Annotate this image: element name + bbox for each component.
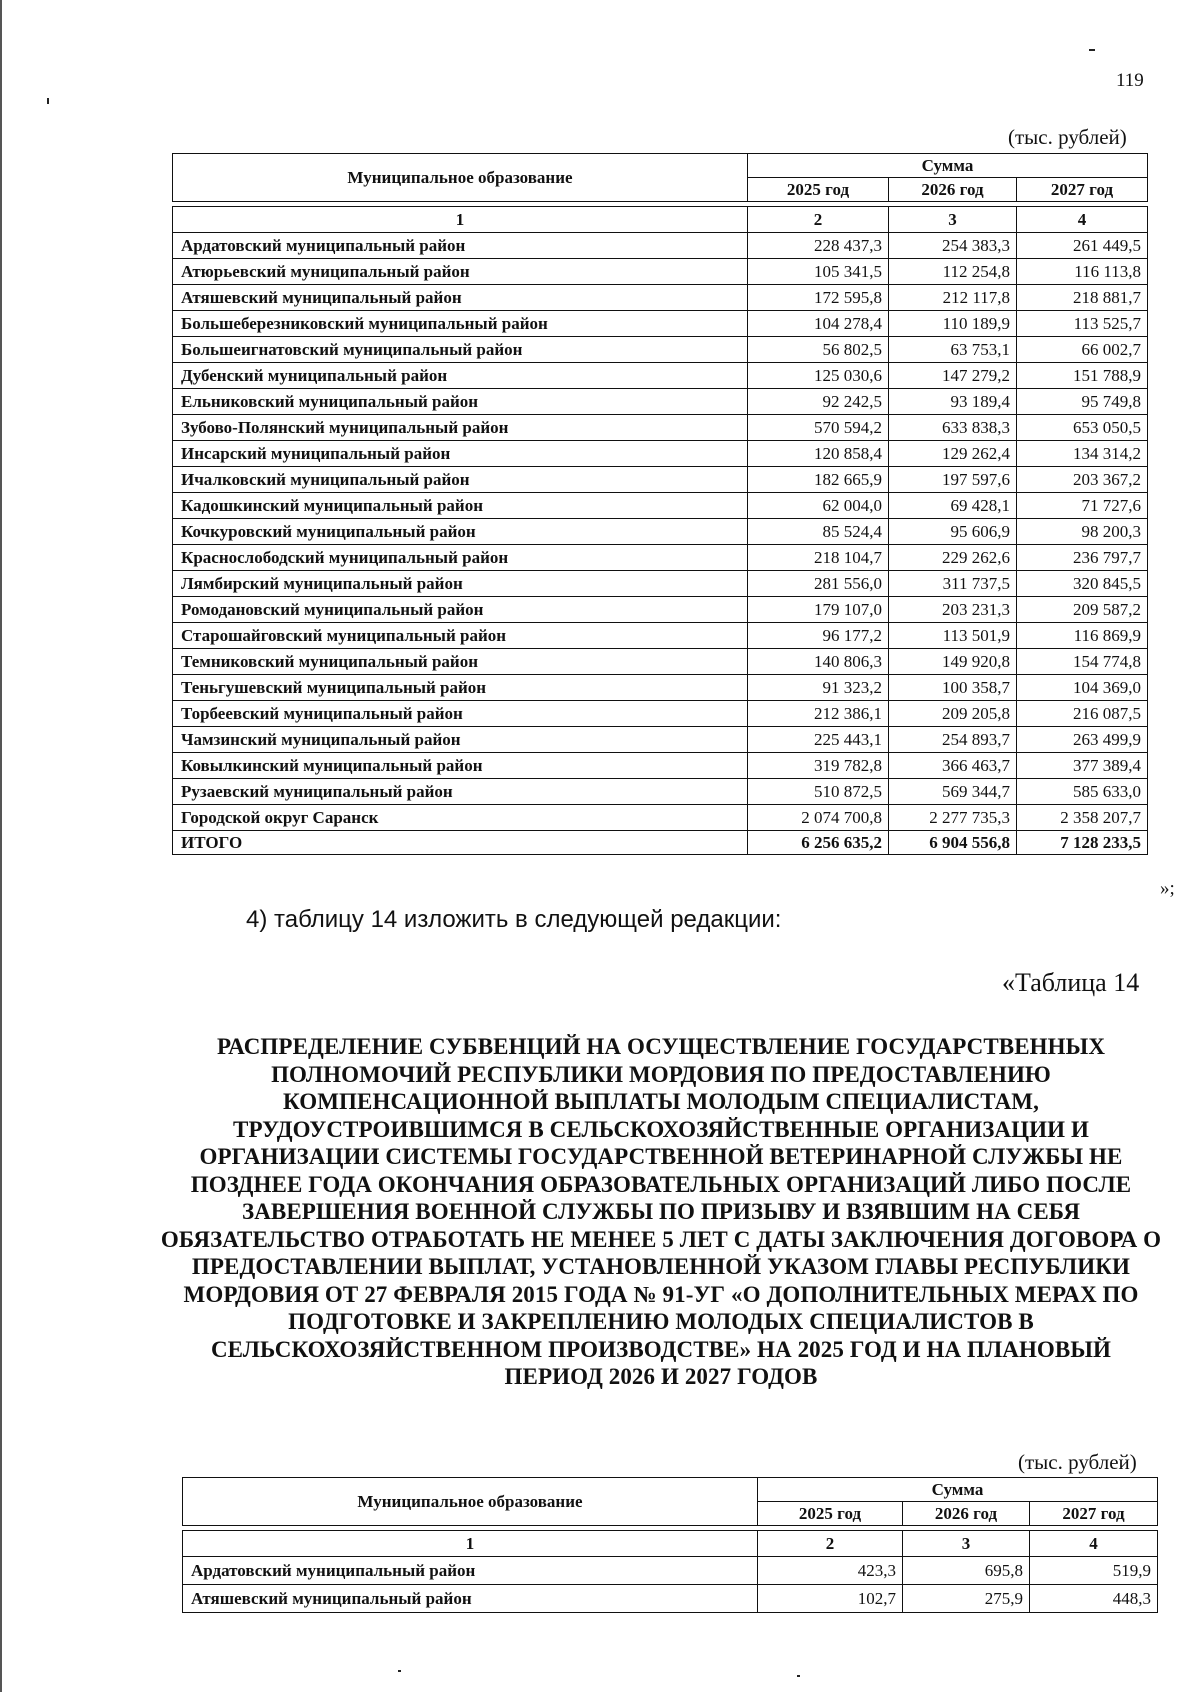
column-index: 4: [1017, 207, 1148, 233]
value-2027: 585 633,0: [1017, 779, 1148, 805]
value-2027: 104 369,0: [1017, 675, 1148, 701]
value-2025: 281 556,0: [748, 571, 889, 597]
municipality-name: Чамзинский муниципальный район: [173, 727, 748, 753]
column-header-year: 2026 год: [903, 1502, 1030, 1526]
municipality-name: Темниковский муниципальный район: [173, 649, 748, 675]
table-row: [183, 1585, 1158, 1613]
value-2025: 96 177,2: [748, 623, 889, 649]
municipality-name: Зубово-Полянский муниципальный район: [173, 415, 748, 441]
value-2027: 203 367,2: [1017, 467, 1148, 493]
table-row: [173, 493, 1148, 519]
value-2027: 216 087,5: [1017, 701, 1148, 727]
municipality-name: Теньгушевский муниципальный район: [173, 675, 748, 701]
value-2025: 2 074 700,8: [748, 805, 889, 831]
value-2025: 423,3: [758, 1557, 903, 1585]
subvention-table-a: [172, 153, 1148, 855]
column-index: 3: [889, 207, 1017, 233]
value-2026: 633 838,3: [889, 415, 1017, 441]
value-2025: 125 030,6: [748, 363, 889, 389]
table-row: [173, 623, 1148, 649]
total-row: [173, 831, 1148, 855]
municipality-name: Лямбирский муниципальный район: [173, 571, 748, 597]
value-2025: 182 665,9: [748, 467, 889, 493]
table-row: [173, 571, 1148, 597]
value-2027: 66 002,7: [1017, 337, 1148, 363]
value-2026: 95 606,9: [889, 519, 1017, 545]
value-2025: 218 104,7: [748, 545, 889, 571]
municipality-name: Атюрьевский муниципальный район: [173, 259, 748, 285]
municipality-name: Торбеевский муниципальный район: [173, 701, 748, 727]
table-row: [173, 597, 1148, 623]
scan-speck: [398, 1670, 401, 1672]
value-2026: 112 254,8: [889, 259, 1017, 285]
scan-speck: [797, 1675, 800, 1677]
closing-mark: »;: [1160, 878, 1175, 899]
value-2027: 236 797,7: [1017, 545, 1148, 571]
value-2026: 69 428,1: [889, 493, 1017, 519]
value-2025: 570 594,2: [748, 415, 889, 441]
column-index: 1: [183, 1531, 758, 1557]
municipality-name: Ичалковский муниципальный район: [173, 467, 748, 493]
table-row: [173, 285, 1148, 311]
value-2026: 569 344,7: [889, 779, 1017, 805]
column-header-sum: Сумма: [748, 154, 1148, 178]
column-index: 3: [903, 1531, 1030, 1557]
municipality-name: Старошайговский муниципальный район: [173, 623, 748, 649]
value-2025: 62 004,0: [748, 493, 889, 519]
municipality-name: Краснослободский муниципальный район: [173, 545, 748, 571]
column-index: 4: [1030, 1531, 1158, 1557]
value-2026: 63 753,1: [889, 337, 1017, 363]
table-row: [173, 441, 1148, 467]
value-2025: 120 858,4: [748, 441, 889, 467]
value-2025: 105 341,5: [748, 259, 889, 285]
municipality-name: Ельниковский муниципальный район: [173, 389, 748, 415]
value-2026: 203 231,3: [889, 597, 1017, 623]
table-row: [183, 1557, 1158, 1585]
value-2027: 116 869,9: [1017, 623, 1148, 649]
value-2026: 311 737,5: [889, 571, 1017, 597]
units-label: (тыс. рублей): [1008, 125, 1127, 149]
column-index: 2: [748, 207, 889, 233]
value-2025: 228 437,3: [748, 233, 889, 259]
table-row: [173, 727, 1148, 753]
table-row: [173, 363, 1148, 389]
column-header-municipality: Муниципальное образование: [173, 154, 748, 202]
value-2027: 116 113,8: [1017, 259, 1148, 285]
value-2026: 129 262,4: [889, 441, 1017, 467]
column-header-year: 2025 год: [758, 1502, 903, 1526]
scan-edge-line: [0, 0, 2, 1692]
column-header-sum: Сумма: [758, 1478, 1158, 1502]
municipality-name: Атяшевский муниципальный район: [183, 1585, 758, 1613]
column-header-year: 2025 год: [748, 178, 889, 202]
value-2026: 197 597,6: [889, 467, 1017, 493]
value-2025: 91 323,2: [748, 675, 889, 701]
table-row: [173, 545, 1148, 571]
value-2026: 254 383,3: [889, 233, 1017, 259]
value-2027: 151 788,9: [1017, 363, 1148, 389]
value-2027: 134 314,2: [1017, 441, 1148, 467]
value-2026: 229 262,6: [889, 545, 1017, 571]
value-2025: 56 802,5: [748, 337, 889, 363]
table-row: [173, 389, 1148, 415]
municipality-name: Городской округ Саранск: [173, 805, 748, 831]
value-2025: 140 806,3: [748, 649, 889, 675]
value-2027: 653 050,5: [1017, 415, 1148, 441]
column-header-year: 2027 год: [1017, 178, 1148, 202]
value-2027: 320 845,5: [1017, 571, 1148, 597]
table-row: [173, 649, 1148, 675]
municipality-name: Ковылкинский муниципальный район: [173, 753, 748, 779]
value-2027: 377 389,4: [1017, 753, 1148, 779]
column-header-year: 2027 год: [1030, 1502, 1158, 1526]
table-row: [173, 805, 1148, 831]
municipality-name: Рузаевский муниципальный район: [173, 779, 748, 805]
municipality-name: Ардатовский муниципальный район: [183, 1557, 758, 1585]
municipality-name: Атяшевский муниципальный район: [173, 285, 748, 311]
value-2027: 71 727,6: [1017, 493, 1148, 519]
table-row: [173, 415, 1148, 441]
value-2025: 104 278,4: [748, 311, 889, 337]
section-title: РАСПРЕДЕЛЕНИЕ СУБВЕНЦИЙ НА ОСУЩЕСТВЛЕНИЕ ГОСУДАРСТВЕННЫХ ПОЛНОМОЧИЙ РЕСПУБЛИКИ МОРДОВИЯ ПО ПРЕДОСТАВЛЕНИЮ КОМПЕНСАЦИОННОЙ ВЫПЛАТЫ МОЛОДЫМ СПЕЦИАЛИСТАМ, ТРУДОУСТРОИВШИМСЯ В СЕЛЬСКОХОЗЯЙСТВЕННЫЕ ОРГАНИЗАЦИИ И ОРГАНИЗАЦИИ СИСТЕМЫ ГОСУДАРСТВЕННОЙ ВЕТЕРИНАРНОЙ СЛУЖБЫ НЕ ПОЗДНЕЕ ГОДА ОКОНЧАНИЯ ОБРАЗОВАТЕЛЬНЫХ ОРГАНИЗАЦИЙ ЛИБО ПОСЛЕ ЗАВЕРШЕНИЯ ВОЕННОЙ СЛУЖБЫ ПО ПРИЗЫВУ И ВЗЯВШИМ НА СЕБЯ ОБЯЗАТЕЛЬСТВО ОТРАБОТАТЬ НЕ МЕНЕЕ 5 ЛЕТ С ДАТЫ ЗАКЛЮЧЕНИЯ ДОГОВОРА О ПРЕДОСТАВЛЕНИИ ВЫПЛАТ, УСТАНОВЛЕННОЙ УКАЗОМ ГЛАВЫ РЕСПУБЛИКИ МОРДОВИЯ ОТ 27 ФЕВРАЛЯ 2015 ГОДА № 91-УГ «О ДОПОЛНИТЕЛЬНЫХ МЕРАХ ПО ПОДГОТОВКЕ И ЗАКРЕПЛЕНИЮ МОЛОДЫХ СПЕЦИАЛИСТОВ В СЕЛЬСКОХОЗЯЙСТВЕННОМ ПРОИЗВОДСТВЕ» НА 2025 ГОД И НА ПЛАНОВЫЙ ПЕРИОД 2026 И 2027 ГОДОВ: [160, 1034, 1162, 1389]
value-2027: 519,9: [1030, 1557, 1158, 1585]
subvention-table-b: [182, 1477, 1158, 1613]
table-row: [173, 233, 1148, 259]
value-2027: 98 200,3: [1017, 519, 1148, 545]
municipality-name: Кочкуровский муниципальный район: [173, 519, 748, 545]
value-2026: 100 358,7: [889, 675, 1017, 701]
municipality-name: Ромодановский муниципальный район: [173, 597, 748, 623]
instruction-text: 4) таблицу 14 изложить в следующей редакции:: [246, 906, 782, 933]
table-row: [173, 519, 1148, 545]
value-2025: 92 242,5: [748, 389, 889, 415]
value-2027: 218 881,7: [1017, 285, 1148, 311]
value-2025: 102,7: [758, 1585, 903, 1613]
table-row: [173, 337, 1148, 363]
value-2026: 149 920,8: [889, 649, 1017, 675]
table-label: «Таблица 14: [1002, 968, 1140, 997]
value-2027: 2 358 207,7: [1017, 805, 1148, 831]
value-2026: 209 205,8: [889, 701, 1017, 727]
value-2025: 179 107,0: [748, 597, 889, 623]
value-2026: 366 463,7: [889, 753, 1017, 779]
value-2026: 212 117,8: [889, 285, 1017, 311]
value-2025: 225 443,1: [748, 727, 889, 753]
value-2027: 448,3: [1030, 1585, 1158, 1613]
value-2026: 275,9: [903, 1585, 1030, 1613]
value-2027: 95 749,8: [1017, 389, 1148, 415]
value-2026: 2 277 735,3: [889, 805, 1017, 831]
municipality-name: Инсарский муниципальный район: [173, 441, 748, 467]
total-2027: 7 128 233,5: [1017, 831, 1148, 855]
value-2026: 695,8: [903, 1557, 1030, 1585]
value-2026: 113 501,9: [889, 623, 1017, 649]
value-2026: 93 189,4: [889, 389, 1017, 415]
value-2027: 113 525,7: [1017, 311, 1148, 337]
municipality-name: Большеберезниковский муниципальный район: [173, 311, 748, 337]
value-2025: 212 386,1: [748, 701, 889, 727]
table-row: [173, 311, 1148, 337]
page-number: 119: [1116, 70, 1144, 91]
value-2027: 154 774,8: [1017, 649, 1148, 675]
total-label: ИТОГО: [173, 831, 748, 855]
value-2026: 147 279,2: [889, 363, 1017, 389]
table-row: [173, 259, 1148, 285]
scan-speck: [47, 98, 49, 104]
total-2026: 6 904 556,8: [889, 831, 1017, 855]
table-row: [173, 675, 1148, 701]
table-row: [173, 701, 1148, 727]
municipality-name: Большеигнатовский муниципальный район: [173, 337, 748, 363]
value-2026: 254 893,7: [889, 727, 1017, 753]
table-row: [173, 467, 1148, 493]
table-row: [173, 779, 1148, 805]
column-header-year: 2026 год: [889, 178, 1017, 202]
value-2025: 319 782,8: [748, 753, 889, 779]
value-2027: 209 587,2: [1017, 597, 1148, 623]
total-2025: 6 256 635,2: [748, 831, 889, 855]
municipality-name: Дубенский муниципальный район: [173, 363, 748, 389]
value-2027: 261 449,5: [1017, 233, 1148, 259]
column-header-municipality: Муниципальное образование: [183, 1478, 758, 1526]
units-label: (тыс. рублей): [1018, 1450, 1137, 1474]
scan-speck: [1089, 49, 1095, 51]
column-index: 2: [758, 1531, 903, 1557]
table-row: [173, 753, 1148, 779]
value-2027: 263 499,9: [1017, 727, 1148, 753]
column-index: 1: [173, 207, 748, 233]
value-2026: 110 189,9: [889, 311, 1017, 337]
municipality-name: Ардатовский муниципальный район: [173, 233, 748, 259]
value-2025: 85 524,4: [748, 519, 889, 545]
municipality-name: Кадошкинский муниципальный район: [173, 493, 748, 519]
value-2025: 510 872,5: [748, 779, 889, 805]
value-2025: 172 595,8: [748, 285, 889, 311]
